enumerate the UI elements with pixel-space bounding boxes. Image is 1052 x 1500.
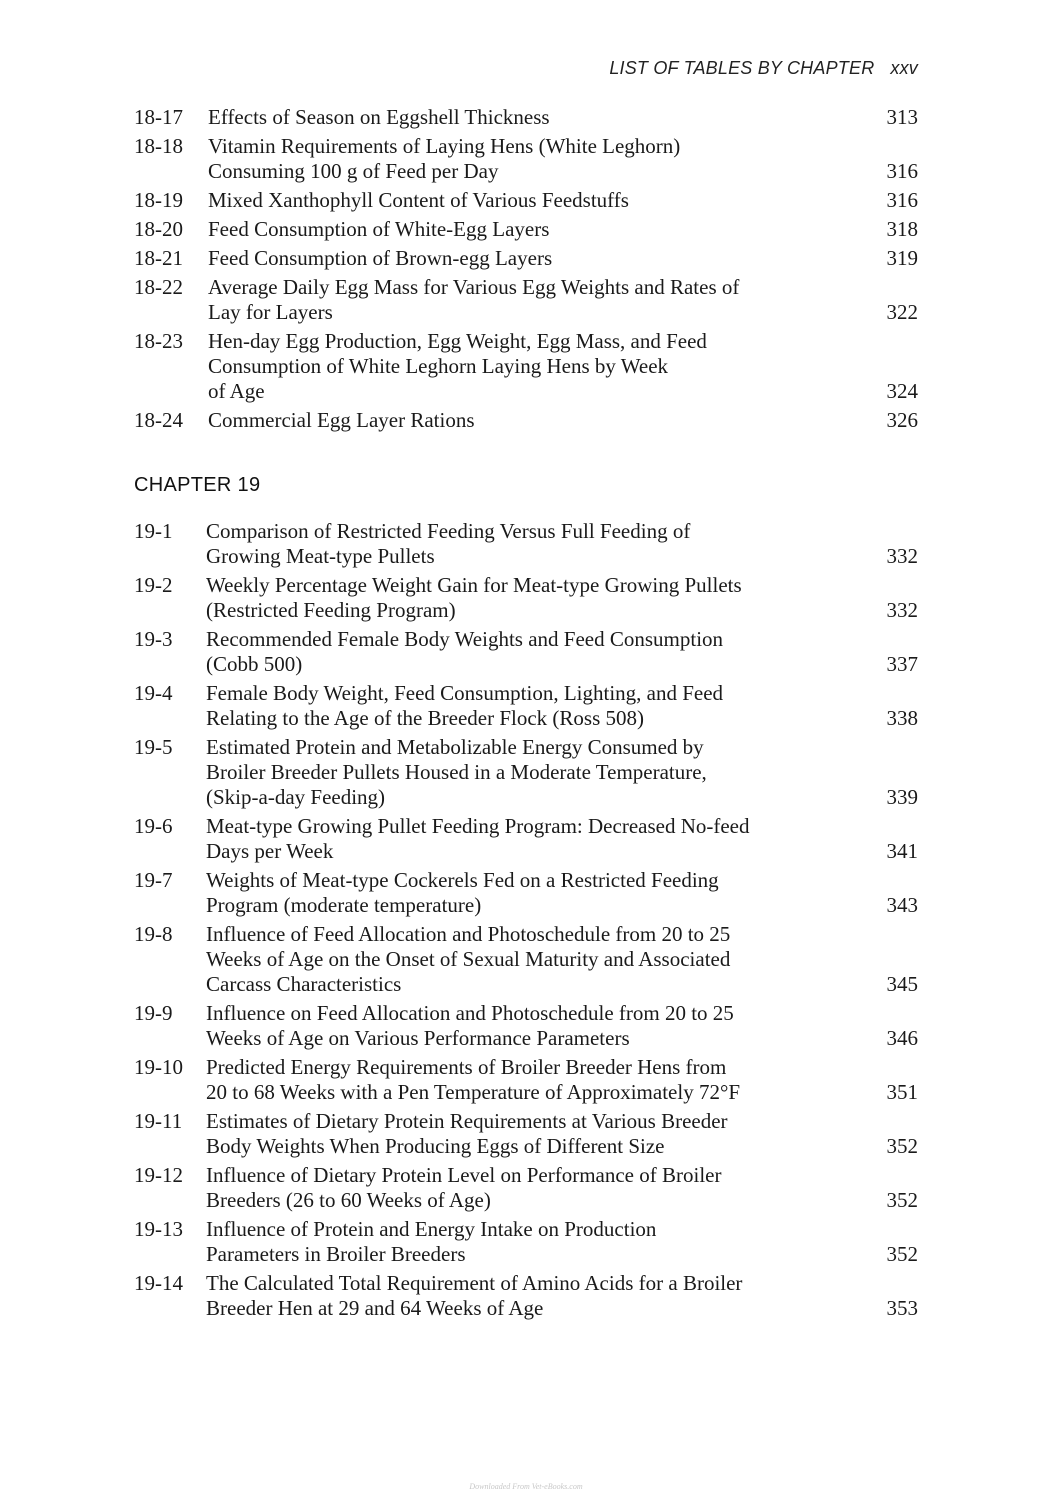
running-header — [609, 58, 918, 79]
table-number: 19-3 — [134, 627, 173, 651]
toc-entry — [134, 217, 918, 242]
page-number-roman: xxv — [890, 58, 918, 78]
page-number: 332 — [886, 544, 918, 568]
table-number: 19-13 — [134, 1217, 183, 1241]
table-number: 19-9 — [134, 1001, 173, 1025]
table-title: Commercial Egg Layer Rations — [208, 408, 475, 432]
table-title: Predicted Energy Requirements of Broiler Breeder Hens from 20 to 68 Weeks with a Pen Temperature of Approximately 72°F — [206, 1055, 741, 1104]
table-number: 19-7 — [134, 868, 173, 892]
page-number: 316 — [886, 159, 918, 183]
table-title: Comparison of Restricted Feeding Versus Full Feeding of Growing Meat-type Pullets — [206, 519, 691, 568]
table-number: 19-10 — [134, 1055, 183, 1079]
table-title: Hen-day Egg Production, Egg Weight, Egg Mass, and Feed Consumption of White Leghorn Laying Hens by Week of Age — [208, 329, 707, 403]
table-number: 19-14 — [134, 1271, 183, 1295]
table-title: Feed Consumption of Brown-egg Layers — [208, 246, 553, 270]
table-title: Recommended Female Body Weights and Feed Consumption (Cobb 500) — [206, 627, 724, 676]
table-title: Average Daily Egg Mass for Various Egg Weights and Rates of Lay for Layers — [208, 275, 740, 324]
table-title: Estimated Protein and Metabolizable Energy Consumed by Broiler Breeder Pullets Housed in a Moderate Temperature, (Skip-a-day Feeding) — [206, 735, 707, 809]
toc-entry — [134, 246, 918, 271]
page-number: 352 — [886, 1188, 918, 1212]
toc-entry — [134, 134, 918, 184]
page-number: 352 — [886, 1134, 918, 1158]
toc-entry — [134, 1217, 918, 1267]
page-number: 337 — [886, 652, 918, 676]
table-number: 18-21 — [134, 246, 183, 270]
toc-entry — [134, 519, 918, 569]
table-title: The Calculated Total Requirement of Amino Acids for a Broiler Breeder Hen at 29 and 64 Weeks of Age — [206, 1271, 743, 1320]
table-number: 18-19 — [134, 188, 183, 212]
page-number: 343 — [886, 893, 918, 917]
page-number: 346 — [886, 1026, 918, 1050]
download-watermark: Downloaded From Vet-eBooks.com — [469, 1482, 583, 1491]
page-number: 352 — [886, 1242, 918, 1266]
toc-entry — [134, 188, 918, 213]
table-number: 19-6 — [134, 814, 173, 838]
table-title: Influence of Dietary Protein Level on Performance of Broiler Breeders (26 to 60 Weeks of Age) — [206, 1163, 722, 1212]
toc-entry — [134, 814, 918, 864]
table-number: 18-17 — [134, 105, 183, 129]
page-number: 326 — [886, 408, 918, 432]
table-number: 19-11 — [134, 1109, 183, 1133]
table-title: Female Body Weight, Feed Consumption, Lighting, and Feed Relating to the Age of the Breeder Flock (Ross 508) — [206, 681, 724, 730]
page-number: 316 — [886, 188, 918, 212]
page-number: 324 — [886, 379, 918, 403]
table-number: 19-12 — [134, 1163, 183, 1187]
toc-entry — [134, 1055, 918, 1105]
table-title: Weights of Meat-type Cockerels Fed on a Restricted Feeding Program (moderate temperature) — [206, 868, 719, 917]
toc-entry — [134, 868, 918, 918]
page-number: 339 — [886, 785, 918, 809]
table-number: 18-23 — [134, 329, 183, 353]
page-number: 353 — [886, 1296, 918, 1320]
chapter-heading: CHAPTER 19 — [134, 474, 261, 496]
toc-entry — [134, 627, 918, 677]
table-title: Mixed Xanthophyll Content of Various Feedstuffs — [208, 188, 629, 212]
table-title: Estimates of Dietary Protein Requirements at Various Breeder Body Weights When Producing Eggs of Different Size — [206, 1109, 728, 1158]
table-number: 18-20 — [134, 217, 183, 241]
page-number: 338 — [886, 706, 918, 730]
toc-entry — [134, 922, 918, 997]
toc-entry — [134, 1163, 918, 1213]
table-title: Effects of Season on Eggshell Thickness — [208, 105, 550, 129]
toc-entry — [134, 275, 918, 325]
running-header-title: LIST OF TABLES BY CHAPTER — [609, 58, 875, 78]
page-number: 319 — [886, 246, 918, 270]
toc-entry — [134, 1109, 918, 1159]
page-number: 351 — [886, 1080, 918, 1104]
toc-entry — [134, 329, 918, 404]
toc-entry — [134, 735, 918, 810]
table-title: Meat-type Growing Pullet Feeding Program: Decreased No-feed Days per Week — [206, 814, 750, 863]
table-title: Feed Consumption of White-Egg Layers — [208, 217, 550, 241]
page-number: 313 — [886, 105, 918, 129]
table-title: Weekly Percentage Weight Gain for Meat-type Growing Pullets (Restricted Feeding Program) — [206, 573, 742, 622]
table-number: 18-18 — [134, 134, 183, 158]
table-number: 18-24 — [134, 408, 183, 432]
toc-entry — [134, 1001, 918, 1051]
table-number: 19-8 — [134, 922, 173, 946]
table-list-chapter-18 — [134, 105, 918, 437]
table-title: Influence on Feed Allocation and Photoschedule from 20 to 25 Weeks of Age on Various Performance Parameters — [206, 1001, 734, 1050]
page-number: 332 — [886, 598, 918, 622]
table-title: Influence of Protein and Energy Intake on Production Parameters in Broiler Breeders — [206, 1217, 657, 1266]
table-title: Vitamin Requirements of Laying Hens (White Leghorn) Consuming 100 g of Feed per Day — [208, 134, 681, 183]
toc-entry — [134, 1271, 918, 1321]
toc-entry — [134, 408, 918, 433]
toc-entry — [134, 573, 918, 623]
table-number: 18-22 — [134, 275, 183, 299]
page-number: 345 — [886, 972, 918, 996]
table-number: 19-5 — [134, 735, 173, 759]
page-number: 341 — [886, 839, 918, 863]
table-number: 19-2 — [134, 573, 173, 597]
table-list-chapter-19 — [134, 519, 918, 1325]
table-title: Influence of Feed Allocation and Photoschedule from 20 to 25 Weeks of Age on the Onset of Sexual Maturity and Associated Carcass Characteristics — [206, 922, 731, 996]
table-number: 19-1 — [134, 519, 173, 543]
toc-entry — [134, 681, 918, 731]
page-number: 318 — [886, 217, 918, 241]
toc-entry — [134, 105, 918, 130]
table-number: 19-4 — [134, 681, 173, 705]
page-number: 322 — [886, 300, 918, 324]
